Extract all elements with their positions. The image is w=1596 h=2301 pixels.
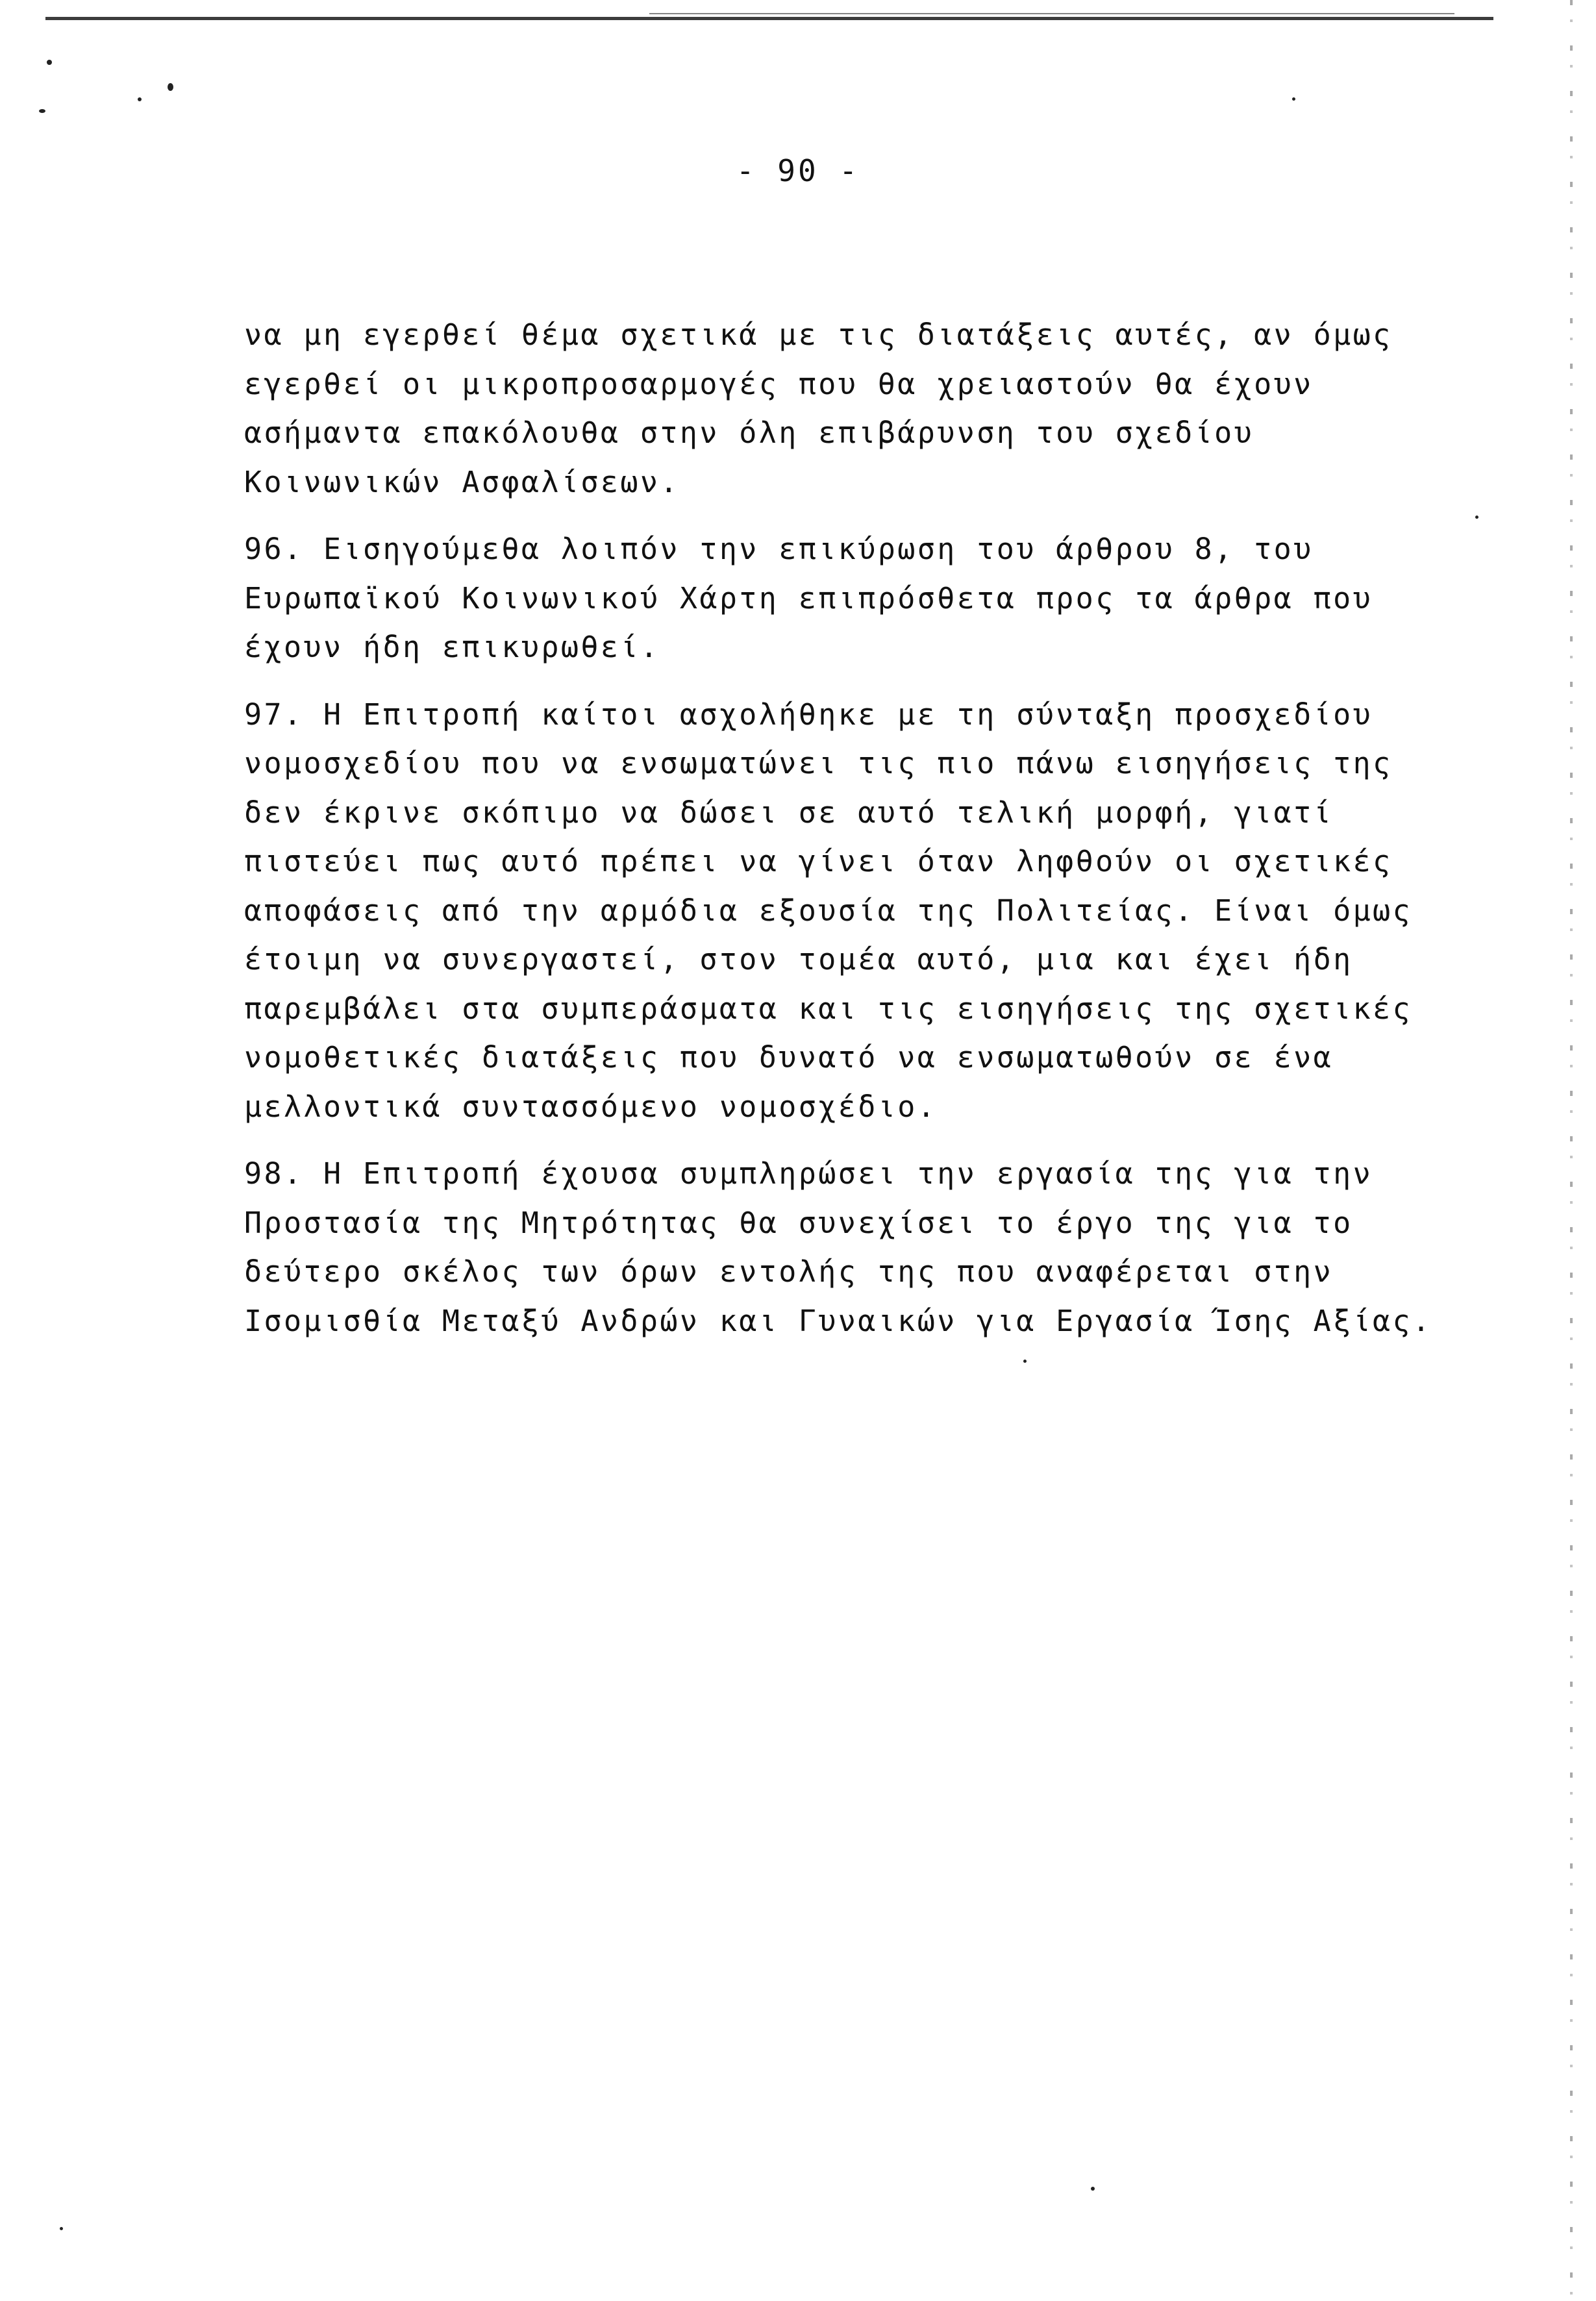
scan-speck xyxy=(1023,1360,1027,1363)
right-scan-edge xyxy=(1570,0,1573,2301)
scan-speck xyxy=(168,83,173,91)
text-line: έτοιμη να συνεργαστεί, στον τομέα αυτό, μια και έχει ήδη xyxy=(244,942,1353,976)
document-body xyxy=(244,310,1432,1345)
text-line: αποφάσεις από την αρμόδια εξουσία της Πολιτείας. Είναι όμως xyxy=(244,893,1413,928)
text-line: νομοσχεδίου που να ενσωματώνει τις πιο πάνω εισηγήσεις της xyxy=(244,746,1393,780)
scan-speck xyxy=(138,97,142,101)
paragraph-98 xyxy=(244,1149,1432,1345)
top-scan-rule-thin xyxy=(649,13,1454,14)
text-line: να μη εγερθεί θέμα σχετικά με τις διατάξεις αυτές, αν όμως xyxy=(244,317,1393,352)
scan-speck xyxy=(1091,2187,1095,2191)
text-line: 97. Η Επιτροπή καίτοι ασχολήθηκε με τη σύνταξη προσχεδίου xyxy=(244,697,1373,732)
text-line: εγερθεί οι μικροπροσαρμογές που θα χρειαστούν θα έχουν xyxy=(244,366,1314,401)
text-line: παρεμβάλει στα συμπεράσματα και τις εισηγήσεις της σχετικές xyxy=(244,991,1413,1026)
scan-speck xyxy=(47,60,52,65)
text-line: 96. Εισηγούμεθα λοιπόν την επικύρωση του άρθρου 8, του xyxy=(244,532,1314,566)
text-line: πιστεύει πως αυτό πρέπει να γίνει όταν ληφθούν οι σχετικές xyxy=(244,844,1393,878)
text-line: δεύτερο σκέλος των όρων εντολής της που αναφέρεται στην xyxy=(244,1254,1334,1289)
paragraph-continuation xyxy=(244,310,1432,506)
text-line: νομοθετικές διατάξεις που δυνατό να ενσωματωθούν σε ένα xyxy=(244,1040,1334,1075)
text-line: Προστασία της Μητρότητας θα συνεχίσει το έργο της για το xyxy=(244,1205,1353,1240)
scan-speck xyxy=(60,2227,63,2230)
paragraph-97 xyxy=(244,690,1432,1132)
text-line: μελλοντικά συντασσόμενο νομοσχέδιο. xyxy=(244,1089,938,1124)
scan-speck xyxy=(1475,516,1478,519)
text-line: Κοινωνικών Ασφαλίσεων. xyxy=(244,464,680,499)
paragraph-96 xyxy=(244,525,1432,672)
text-line: Ευρωπαϊκού Κοινωνικού Χάρτη επιπρόσθετα προς τα άρθρα που xyxy=(244,580,1373,616)
top-scan-rule xyxy=(45,17,1493,20)
scan-speck xyxy=(39,109,45,113)
scan-speck xyxy=(1292,97,1295,101)
page-number: - 90 - xyxy=(736,153,860,188)
text-line: έχουν ήδη επικυρωθεί. xyxy=(244,630,660,664)
text-line: 98. Η Επιτροπή έχουσα συμπληρώσει την εργασία της για την xyxy=(244,1156,1373,1191)
text-line: δεν έκρινε σκόπιμο να δώσει σε αυτό τελική μορφή, γιατί xyxy=(244,795,1334,830)
text-line: ασήμαντα επακόλουθα στην όλη επιβάρυνση του σχεδίου xyxy=(244,416,1254,450)
text-line: Ισομισθία Μεταξύ Ανδρών και Γυναικών για Εργασία Ίσης Αξίας. xyxy=(244,1303,1432,1338)
